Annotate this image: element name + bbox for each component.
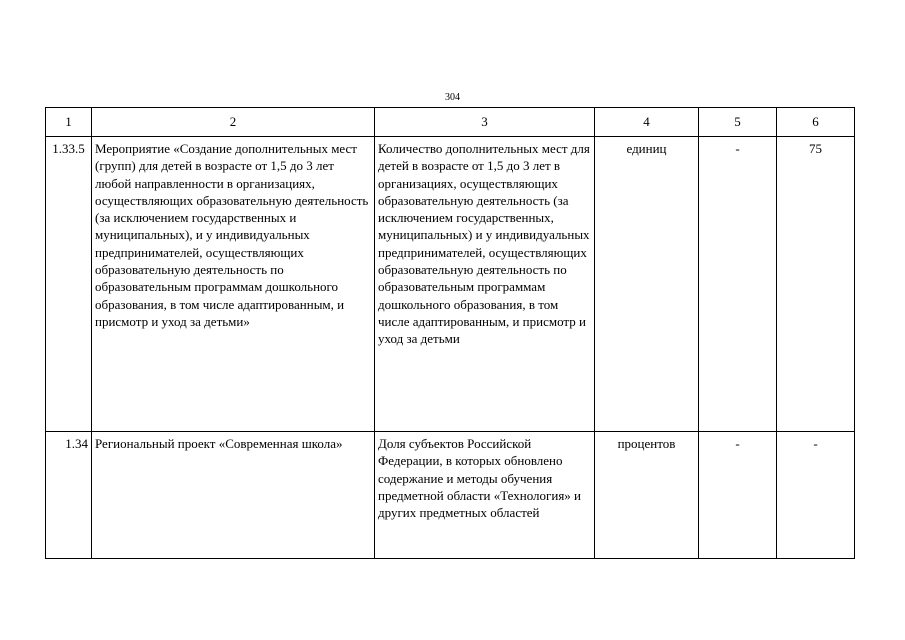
- table-header-row: [46, 108, 855, 137]
- page-number: 304: [445, 92, 460, 103]
- col5-cell: -: [699, 432, 777, 559]
- col5-cell: -: [699, 137, 777, 432]
- col6-cell: 75: [777, 137, 855, 432]
- event-cell: Региональный проект «Современная школа»: [92, 432, 375, 559]
- col6-cell: -: [777, 432, 855, 559]
- row-number: 1.33.5: [46, 137, 92, 432]
- header-cell-5: 5: [699, 108, 777, 137]
- indicator-cell: Количество дополнительных мест для детей в возрасте от 1,5 до 3 лет в организациях, осуществляющих образовательную деятельность (за исключением государственных, муниципальных) и у индивидуальных предпринимателей, осуществляющих образовательную деятельность по образовательным программам дошкольного образования, в том числе адаптированным, и присмотр и уход за детьми: [375, 137, 595, 432]
- table-row: [46, 432, 855, 559]
- header-cell-2: 2: [92, 108, 375, 137]
- header-cell-4: 4: [595, 108, 699, 137]
- header-cell-1: 1: [46, 108, 92, 137]
- header-cell-3: 3: [375, 108, 595, 137]
- document-table: [45, 107, 855, 559]
- row-number: 1.34: [46, 432, 92, 559]
- indicator-cell: Доля субъектов Российской Федерации, в которых обновлено содержание и методы обучения предметной области «Технология» и других предметных областей: [375, 432, 595, 559]
- table-row: [46, 137, 855, 432]
- event-cell: Мероприятие «Создание дополнительных мест (групп) для детей в возрасте от 1,5 до 3 лет любой направленности в организациях, осуществляющих образовательную деятельность (за исключением государственных и муниципальных), и у индивидуальных предпринимателей, осуществляющих образовательную деятельность по образовательным программам дошкольного образования, в том числе адаптированным, и присмотр и уход за детьми»: [92, 137, 375, 432]
- unit-cell: единиц: [595, 137, 699, 432]
- header-cell-6: 6: [777, 108, 855, 137]
- unit-cell: процентов: [595, 432, 699, 559]
